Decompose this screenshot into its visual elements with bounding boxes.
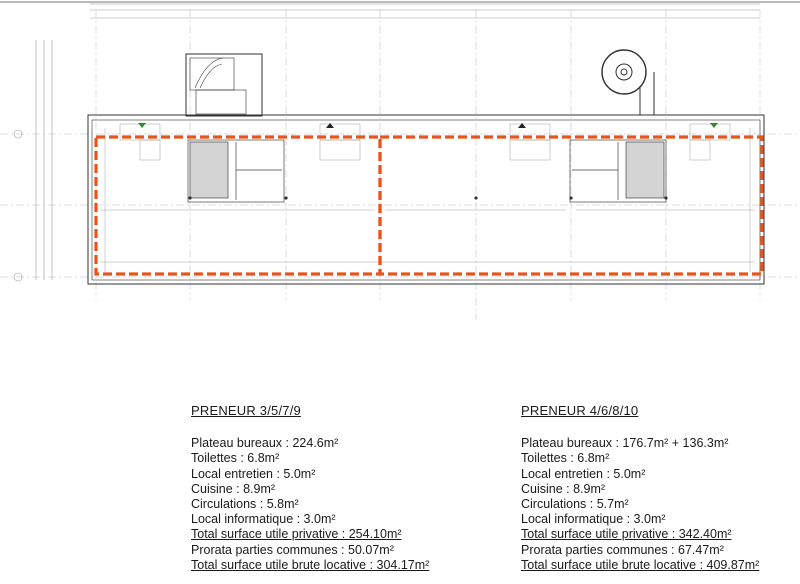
tenant-title: PRENEUR 3/5/7/9 — [191, 403, 301, 418]
markers — [138, 123, 718, 128]
surface-line: Cuisine : 8.9m² — [191, 481, 276, 496]
surface-line: Local informatique : 3.0m² — [521, 512, 666, 527]
total-gross-line: Total surface utile brute locative : 304.17m² — [191, 557, 430, 572]
surface-line: Cuisine : 8.9m² — [521, 481, 606, 496]
surface-line: Plateau bureaux : 176.7m² + 136.3m² — [521, 436, 729, 451]
surface-line: Plateau bureaux : 224.6m² — [191, 436, 339, 451]
tenant-block-left — [191, 403, 429, 573]
surface-line: Circulations : 5.8m² — [191, 497, 299, 512]
surface-line: Local informatique : 3.0m² — [191, 512, 336, 527]
sanitary-core-right — [570, 140, 666, 202]
left-dimension-lines — [14, 40, 52, 281]
common-share-line: Prorata parties communes : 50.07m² — [191, 542, 394, 557]
surface-line: Circulations : 5.7m² — [521, 497, 629, 512]
tenant-title: PRENEUR 4/6/8/10 — [521, 403, 639, 418]
surface-line: Local entretien : 5.0m² — [191, 466, 316, 481]
sanitary-core-left — [188, 140, 284, 202]
column-dots — [188, 196, 667, 199]
common-share-line: Prorata parties communes : 67.47m² — [521, 542, 724, 557]
surface-line: Toilettes : 6.8m² — [521, 451, 610, 466]
total-private-line: Total surface utile privative : 254.10m² — [191, 527, 402, 542]
total-private-line: Total surface utile privative : 342.40m² — [521, 527, 732, 542]
tenant-block-right — [521, 403, 759, 573]
total-gross-line: Total surface utile brute locative : 409.87m² — [521, 557, 760, 572]
surface-line: Toilettes : 6.8m² — [191, 451, 280, 466]
top-dimension-lines — [0, 2, 800, 18]
surface-line: Local entretien : 5.0m² — [521, 466, 646, 481]
